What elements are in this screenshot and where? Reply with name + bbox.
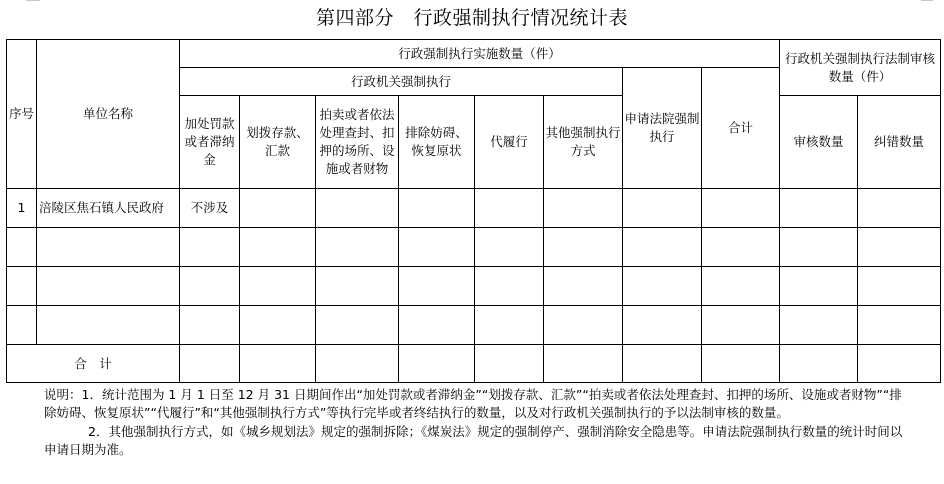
header-remove-obstruction: 排除妨碍、恢复原状 — [399, 96, 475, 189]
page-corner-mark-left — [26, 0, 40, 2]
cell-total — [702, 189, 780, 228]
cell-unit-name: 涪陵区焦石镇人民政府 — [37, 189, 180, 228]
header-substitute: 代履行 — [475, 96, 544, 189]
table-row — [7, 189, 941, 228]
cell-penalty: 不涉及 — [180, 189, 240, 228]
table-row — [7, 267, 941, 306]
note-2: 2．其他强制执行方式，如《城乡规划法》规定的强制拆除；《煤炭法》规定的强制停产、强制消除安全隐患等。申请法院强制执行数量的统计时间以申请日期为准。 — [44, 424, 903, 457]
cell-correction — [858, 189, 941, 228]
page-title: 第四部分 行政强制执行情况统计表 — [315, 7, 628, 29]
cell-transfer — [240, 189, 316, 228]
header-unit-name: 单位名称 — [37, 40, 180, 189]
total-row — [7, 345, 941, 383]
note-1: 说明：1．统计范围为 1 月 1 日至 12 月 31 日期间作出“加处罚款或者滞纳金”“划拨存款、汇款”“拍卖或者依法处理查封、扣押的场所、设施或者财物”“排除妨碍、恢复原状”“代履行”和“其他强制执行方式”等执行完毕或者终结执行的数量，以及对行政机关强制执行的予以法制审核的数量。 — [44, 387, 902, 420]
header-review-count: 行政机关强制执行法制审核数量（件） — [780, 40, 941, 96]
header-row-1 — [7, 40, 941, 68]
table-row — [7, 228, 941, 267]
cell-review — [780, 189, 858, 228]
header-review: 审核数量 — [780, 96, 858, 189]
cell-seq: 1 — [7, 189, 37, 228]
cell-remove-obstruction — [399, 189, 475, 228]
header-court-enforcement: 申请法院强制执行 — [623, 68, 702, 189]
statistics-table — [6, 39, 941, 383]
cell-court — [623, 189, 702, 228]
cell-substitute — [475, 189, 544, 228]
header-penalty: 加处罚款或者滞纳金 — [180, 96, 240, 189]
page-corner-mark-right — [921, 0, 933, 2]
header-total: 合计 — [702, 68, 780, 189]
header-seq: 序号 — [7, 40, 37, 189]
header-correction: 纠错数量 — [858, 96, 941, 189]
notes — [44, 386, 904, 459]
total-row-label: 合 计 — [7, 345, 180, 383]
cell-other — [544, 189, 623, 228]
header-implemented-count: 行政强制执行实施数量（件） — [180, 40, 780, 68]
header-admin-enforcement: 行政机关强制执行 — [180, 68, 623, 96]
table-row — [7, 306, 941, 345]
header-transfer: 划拨存款、汇款 — [240, 96, 316, 189]
cell-auction — [316, 189, 399, 228]
header-other: 其他强制执行方式 — [544, 96, 623, 189]
header-auction: 拍卖或者依法处理查封、扣押的场所、设施或者财物 — [316, 96, 399, 189]
